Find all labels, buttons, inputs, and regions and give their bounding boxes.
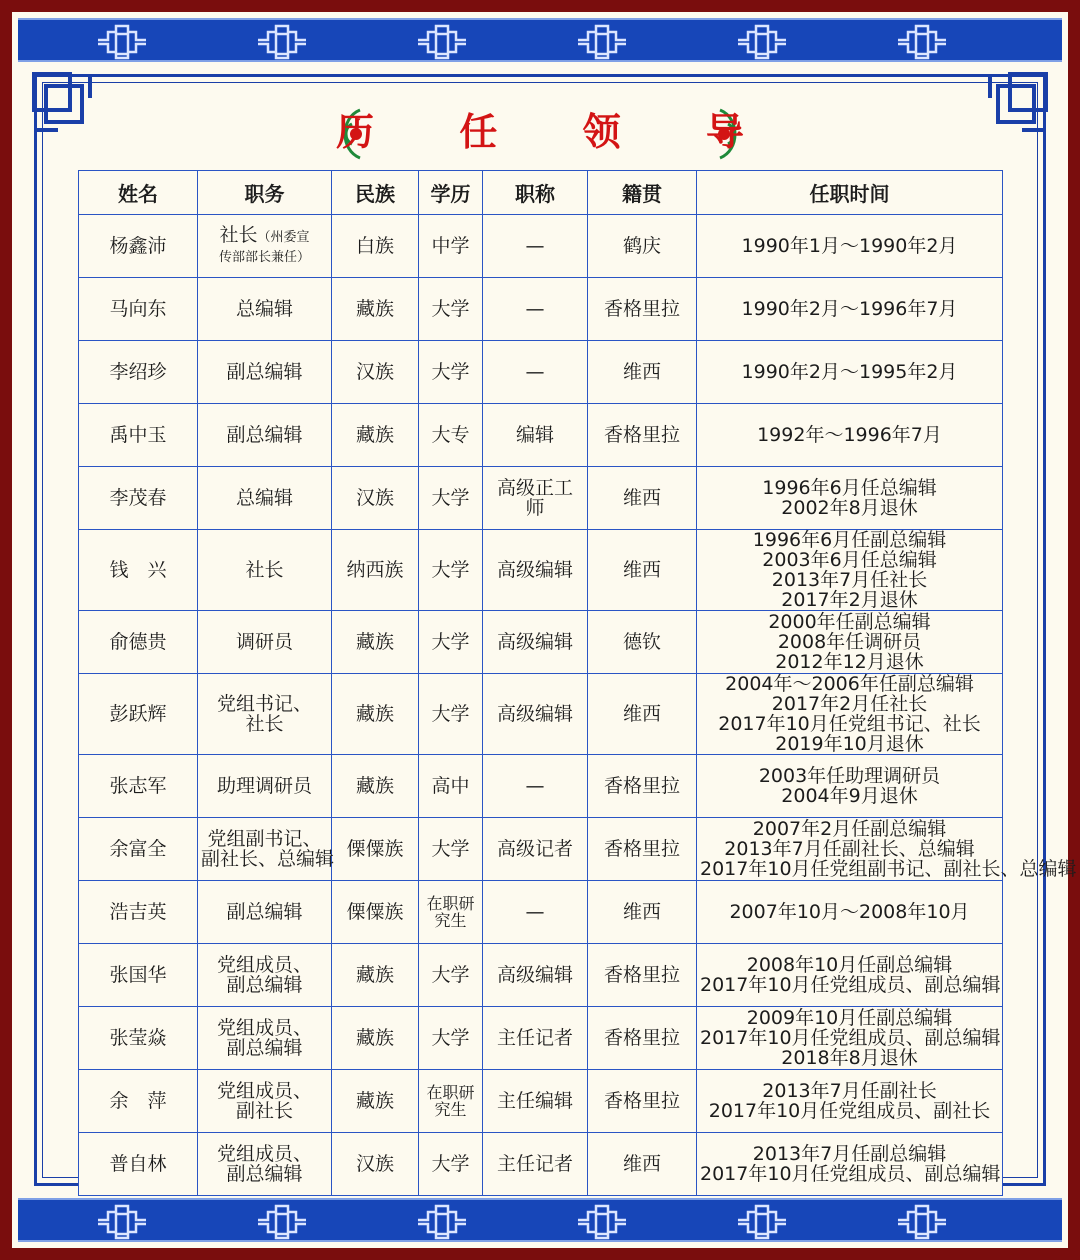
cell-ethnicity: 汉族 — [332, 341, 419, 404]
tenure-line: 1992年～1996年7月 — [757, 424, 942, 446]
position-line: 社长 — [245, 713, 284, 735]
cell-position — [198, 1070, 332, 1133]
cell-title: — — [483, 881, 588, 944]
position-line: 副总编辑 — [226, 424, 303, 446]
cell-title: 高级记者 — [483, 818, 588, 881]
cell-title: 主任编辑 — [483, 1070, 588, 1133]
tenure-line: 1996年6月任副总编辑 — [752, 529, 947, 551]
tenure-line: 2017年2月任社长 — [771, 693, 928, 715]
title-area — [12, 100, 1068, 164]
tenure-line: 1996年6月任总编辑 — [762, 477, 937, 499]
cell-education: 大学 — [419, 944, 483, 1007]
cell-tenure — [697, 1007, 1003, 1070]
table-row — [79, 278, 1003, 341]
tenure-line: 2007年2月任副总编辑 — [752, 818, 947, 840]
cell-tenure — [697, 944, 1003, 1007]
cell-ethnicity: 纳西族 — [332, 530, 419, 611]
tenure-line: 2018年8月退休 — [781, 1047, 918, 1069]
table-row — [79, 881, 1003, 944]
cell-ethnicity: 汉族 — [332, 467, 419, 530]
position-line: 党组成员、 — [216, 1017, 312, 1039]
page-title: 历 任 领 导 — [336, 109, 780, 154]
tenure-line: 2019年10月退休 — [775, 733, 924, 755]
tenure-line: 2013年7月任副总编辑 — [752, 1143, 947, 1165]
cell-position — [198, 467, 332, 530]
cell-ethnicity: 藏族 — [332, 1070, 419, 1133]
tenure-line: 2013年7月任副社长 — [762, 1080, 937, 1102]
tenure-line: 2002年8月退休 — [781, 497, 918, 519]
cell-tenure — [697, 341, 1003, 404]
position-line: 助理调研员 — [216, 775, 312, 797]
cell-tenure — [697, 755, 1003, 818]
cell-tenure — [697, 215, 1003, 278]
poster-panel — [12, 12, 1077, 1248]
cell-origin: 维西 — [588, 341, 697, 404]
cell-position — [198, 1133, 332, 1196]
cell-title: — — [483, 278, 588, 341]
tenure-line: 2007年10月～2008年10月 — [729, 901, 970, 923]
cell-education: 中学 — [419, 215, 483, 278]
position-line: 副总编辑 — [226, 1037, 303, 1059]
cell-name: 张莹焱 — [79, 1007, 198, 1070]
leaders-table — [78, 170, 1077, 1196]
header-position: 职务 — [198, 171, 332, 215]
position-note: （州委宣 — [257, 229, 310, 245]
cell-tenure — [697, 611, 1003, 674]
tenure-line: 2004年～2006年任副总编辑 — [725, 673, 974, 695]
cell-ethnicity: 藏族 — [332, 278, 419, 341]
cell-tenure — [697, 881, 1003, 944]
cell-tenure — [697, 278, 1003, 341]
position-line: 副总编辑 — [226, 901, 303, 923]
cell-education: 在职研究生 — [419, 881, 483, 944]
position-line: 党组副书记、 — [207, 828, 322, 850]
tenure-line: 2017年10月任党组成员、副总编辑 — [700, 1027, 1001, 1049]
cell-ethnicity: 藏族 — [332, 611, 419, 674]
position-line: 党组成员、 — [216, 954, 312, 976]
tenure-line: 1990年2月～1995年2月 — [741, 361, 958, 383]
table-header-row — [79, 171, 1003, 215]
cell-title: — — [483, 215, 588, 278]
top-pattern-band — [18, 18, 1062, 62]
cell-origin: 鹤庆 — [588, 215, 697, 278]
header-origin: 籍贯 — [588, 171, 697, 215]
cell-position — [198, 881, 332, 944]
cell-origin: 维西 — [588, 530, 697, 611]
cell-origin: 香格里拉 — [588, 1070, 697, 1133]
header-education: 学历 — [419, 171, 483, 215]
cell-tenure — [697, 818, 1077, 881]
cell-title: 高级编辑 — [483, 944, 588, 1007]
cell-name: 李茂春 — [79, 467, 198, 530]
cell-tenure — [697, 674, 1003, 755]
cell-education: 大学 — [419, 278, 483, 341]
header-title: 职称 — [483, 171, 588, 215]
cell-origin: 香格里拉 — [588, 818, 697, 881]
cell-position — [198, 278, 332, 341]
tenure-line: 2009年10月任副总编辑 — [746, 1007, 953, 1029]
table-row — [79, 611, 1003, 674]
table-row — [79, 530, 1003, 611]
cell-position — [198, 944, 332, 1007]
cell-title: 编辑 — [483, 404, 588, 467]
table-row — [79, 1133, 1003, 1196]
tenure-line: 1990年1月～1990年2月 — [741, 235, 958, 257]
tenure-line: 2000年任副总编辑 — [768, 611, 931, 633]
cell-name: 张志军 — [79, 755, 198, 818]
cell-position — [198, 530, 332, 611]
cell-name: 余富全 — [79, 818, 198, 881]
cell-education: 大学 — [419, 1007, 483, 1070]
position-line: 副总编辑 — [226, 974, 303, 996]
cell-position — [198, 818, 335, 881]
position-line: 党组成员、 — [216, 1080, 312, 1102]
cell-tenure — [697, 467, 1003, 530]
cell-origin: 香格里拉 — [588, 1007, 697, 1070]
header-ethnicity: 民族 — [332, 171, 419, 215]
position-line: 总编辑 — [235, 298, 293, 320]
cell-education: 高中 — [419, 755, 483, 818]
table-row — [79, 755, 1003, 818]
cell-position — [198, 611, 332, 674]
cell-name: 余 萍 — [79, 1070, 198, 1133]
cell-position — [198, 1007, 332, 1070]
cell-title: 主任记者 — [483, 1133, 588, 1196]
cell-position — [198, 215, 332, 278]
cell-name: 彭跃辉 — [79, 674, 198, 755]
tenure-line: 2017年10月任党组副书记、副社长、总编辑 — [700, 858, 1077, 880]
cell-origin: 香格里拉 — [588, 755, 697, 818]
cell-name: 禹中玉 — [79, 404, 198, 467]
cell-name: 俞德贵 — [79, 611, 198, 674]
cell-title: — — [483, 755, 588, 818]
cell-ethnicity: 傈僳族 — [332, 881, 419, 944]
tenure-line: 2017年10月任党组成员、副社长 — [708, 1100, 991, 1122]
cell-title: 高级编辑 — [483, 530, 588, 611]
tenure-line: 2008年任调研员 — [777, 631, 922, 653]
cell-education: 大学 — [419, 818, 483, 881]
cell-origin: 维西 — [588, 881, 697, 944]
table-row — [79, 215, 1003, 278]
cell-education: 大学 — [419, 341, 483, 404]
tenure-line: 2012年12月退休 — [775, 651, 924, 673]
tenure-line: 2013年7月任副社长、总编辑 — [724, 838, 975, 860]
position-line: 总编辑 — [235, 487, 293, 509]
table-row — [79, 404, 1003, 467]
tenure-line: 2013年7月任社长 — [771, 569, 928, 591]
cell-ethnicity: 白族 — [332, 215, 419, 278]
cell-origin: 德钦 — [588, 611, 697, 674]
table-row — [79, 1070, 1003, 1133]
cell-education: 大学 — [419, 674, 483, 755]
cell-ethnicity: 藏族 — [332, 674, 419, 755]
cell-education: 大学 — [419, 611, 483, 674]
position-line: 社长 — [245, 559, 284, 581]
cell-ethnicity: 藏族 — [332, 755, 419, 818]
cell-title: 主任记者 — [483, 1007, 588, 1070]
cell-position — [198, 674, 332, 755]
cell-education: 在职研究生 — [419, 1070, 483, 1133]
cell-origin: 香格里拉 — [588, 404, 697, 467]
position-line: 调研员 — [235, 631, 293, 653]
cell-name: 杨鑫沛 — [79, 215, 198, 278]
cell-ethnicity: 藏族 — [332, 404, 419, 467]
cell-position — [198, 755, 332, 818]
table-row — [79, 944, 1003, 1007]
cell-tenure — [697, 1070, 1003, 1133]
tenure-line: 1990年2月～1996年7月 — [741, 298, 958, 320]
cell-name: 李绍珍 — [79, 341, 198, 404]
cell-name: 普自林 — [79, 1133, 198, 1196]
cell-title: 高级编辑 — [483, 674, 588, 755]
cell-title: 高级正工师 — [483, 467, 588, 530]
header-name: 姓名 — [79, 171, 198, 215]
tenure-line: 2003年任助理调研员 — [758, 765, 941, 787]
cell-ethnicity: 藏族 — [332, 1007, 419, 1070]
table-row — [79, 818, 1003, 881]
cell-origin: 香格里拉 — [588, 278, 697, 341]
cell-title: — — [483, 341, 588, 404]
cell-name: 马向东 — [79, 278, 198, 341]
tenure-line: 2017年10月任党组成员、副总编辑 — [700, 1163, 1001, 1185]
table-row — [79, 1007, 1003, 1070]
cell-education: 大学 — [419, 1133, 483, 1196]
cell-ethnicity: 傈僳族 — [332, 818, 419, 881]
cell-ethnicity: 藏族 — [332, 944, 419, 1007]
cell-tenure — [697, 530, 1003, 611]
tenure-line: 2017年2月退休 — [781, 589, 918, 611]
cell-position — [198, 404, 332, 467]
cell-name: 钱 兴 — [79, 530, 198, 611]
cell-tenure — [697, 1133, 1003, 1196]
position-note: 传部部长兼任） — [218, 249, 310, 265]
cell-ethnicity: 汉族 — [332, 1133, 419, 1196]
cell-education: 大学 — [419, 530, 483, 611]
cell-tenure — [697, 404, 1003, 467]
position-line: 党组成员、 — [216, 1143, 312, 1165]
position-line: 副总编辑 — [226, 1163, 303, 1185]
tenure-line: 2003年6月任总编辑 — [762, 549, 937, 571]
table-row — [79, 341, 1003, 404]
position-line: 副社长 — [235, 1100, 293, 1122]
table-row — [79, 674, 1003, 755]
tenure-line: 2017年10月任党组书记、社长 — [718, 713, 981, 735]
cell-origin: 香格里拉 — [588, 944, 697, 1007]
cell-title: 高级编辑 — [483, 611, 588, 674]
header-tenure: 任职时间 — [697, 171, 1003, 215]
tenure-line: 2004年9月退休 — [781, 785, 918, 807]
cell-education: 大专 — [419, 404, 483, 467]
position-line: 副总编辑 — [226, 361, 303, 383]
tenure-line: 2017年10月任党组成员、副总编辑 — [700, 974, 1001, 996]
position-line: 党组书记、 — [216, 693, 312, 715]
position-line: 社长 — [219, 223, 258, 246]
tenure-line: 2008年10月任副总编辑 — [746, 954, 953, 976]
cell-name: 张国华 — [79, 944, 198, 1007]
cell-education: 大学 — [419, 467, 483, 530]
table-row — [79, 467, 1003, 530]
cell-origin: 维西 — [588, 1133, 697, 1196]
cell-origin: 维西 — [588, 467, 697, 530]
position-line: 副社长、总编辑 — [201, 848, 335, 870]
bottom-pattern-band — [18, 1198, 1062, 1242]
cell-origin: 维西 — [588, 674, 697, 755]
cell-name: 浩吉英 — [79, 881, 198, 944]
cell-position — [198, 341, 332, 404]
